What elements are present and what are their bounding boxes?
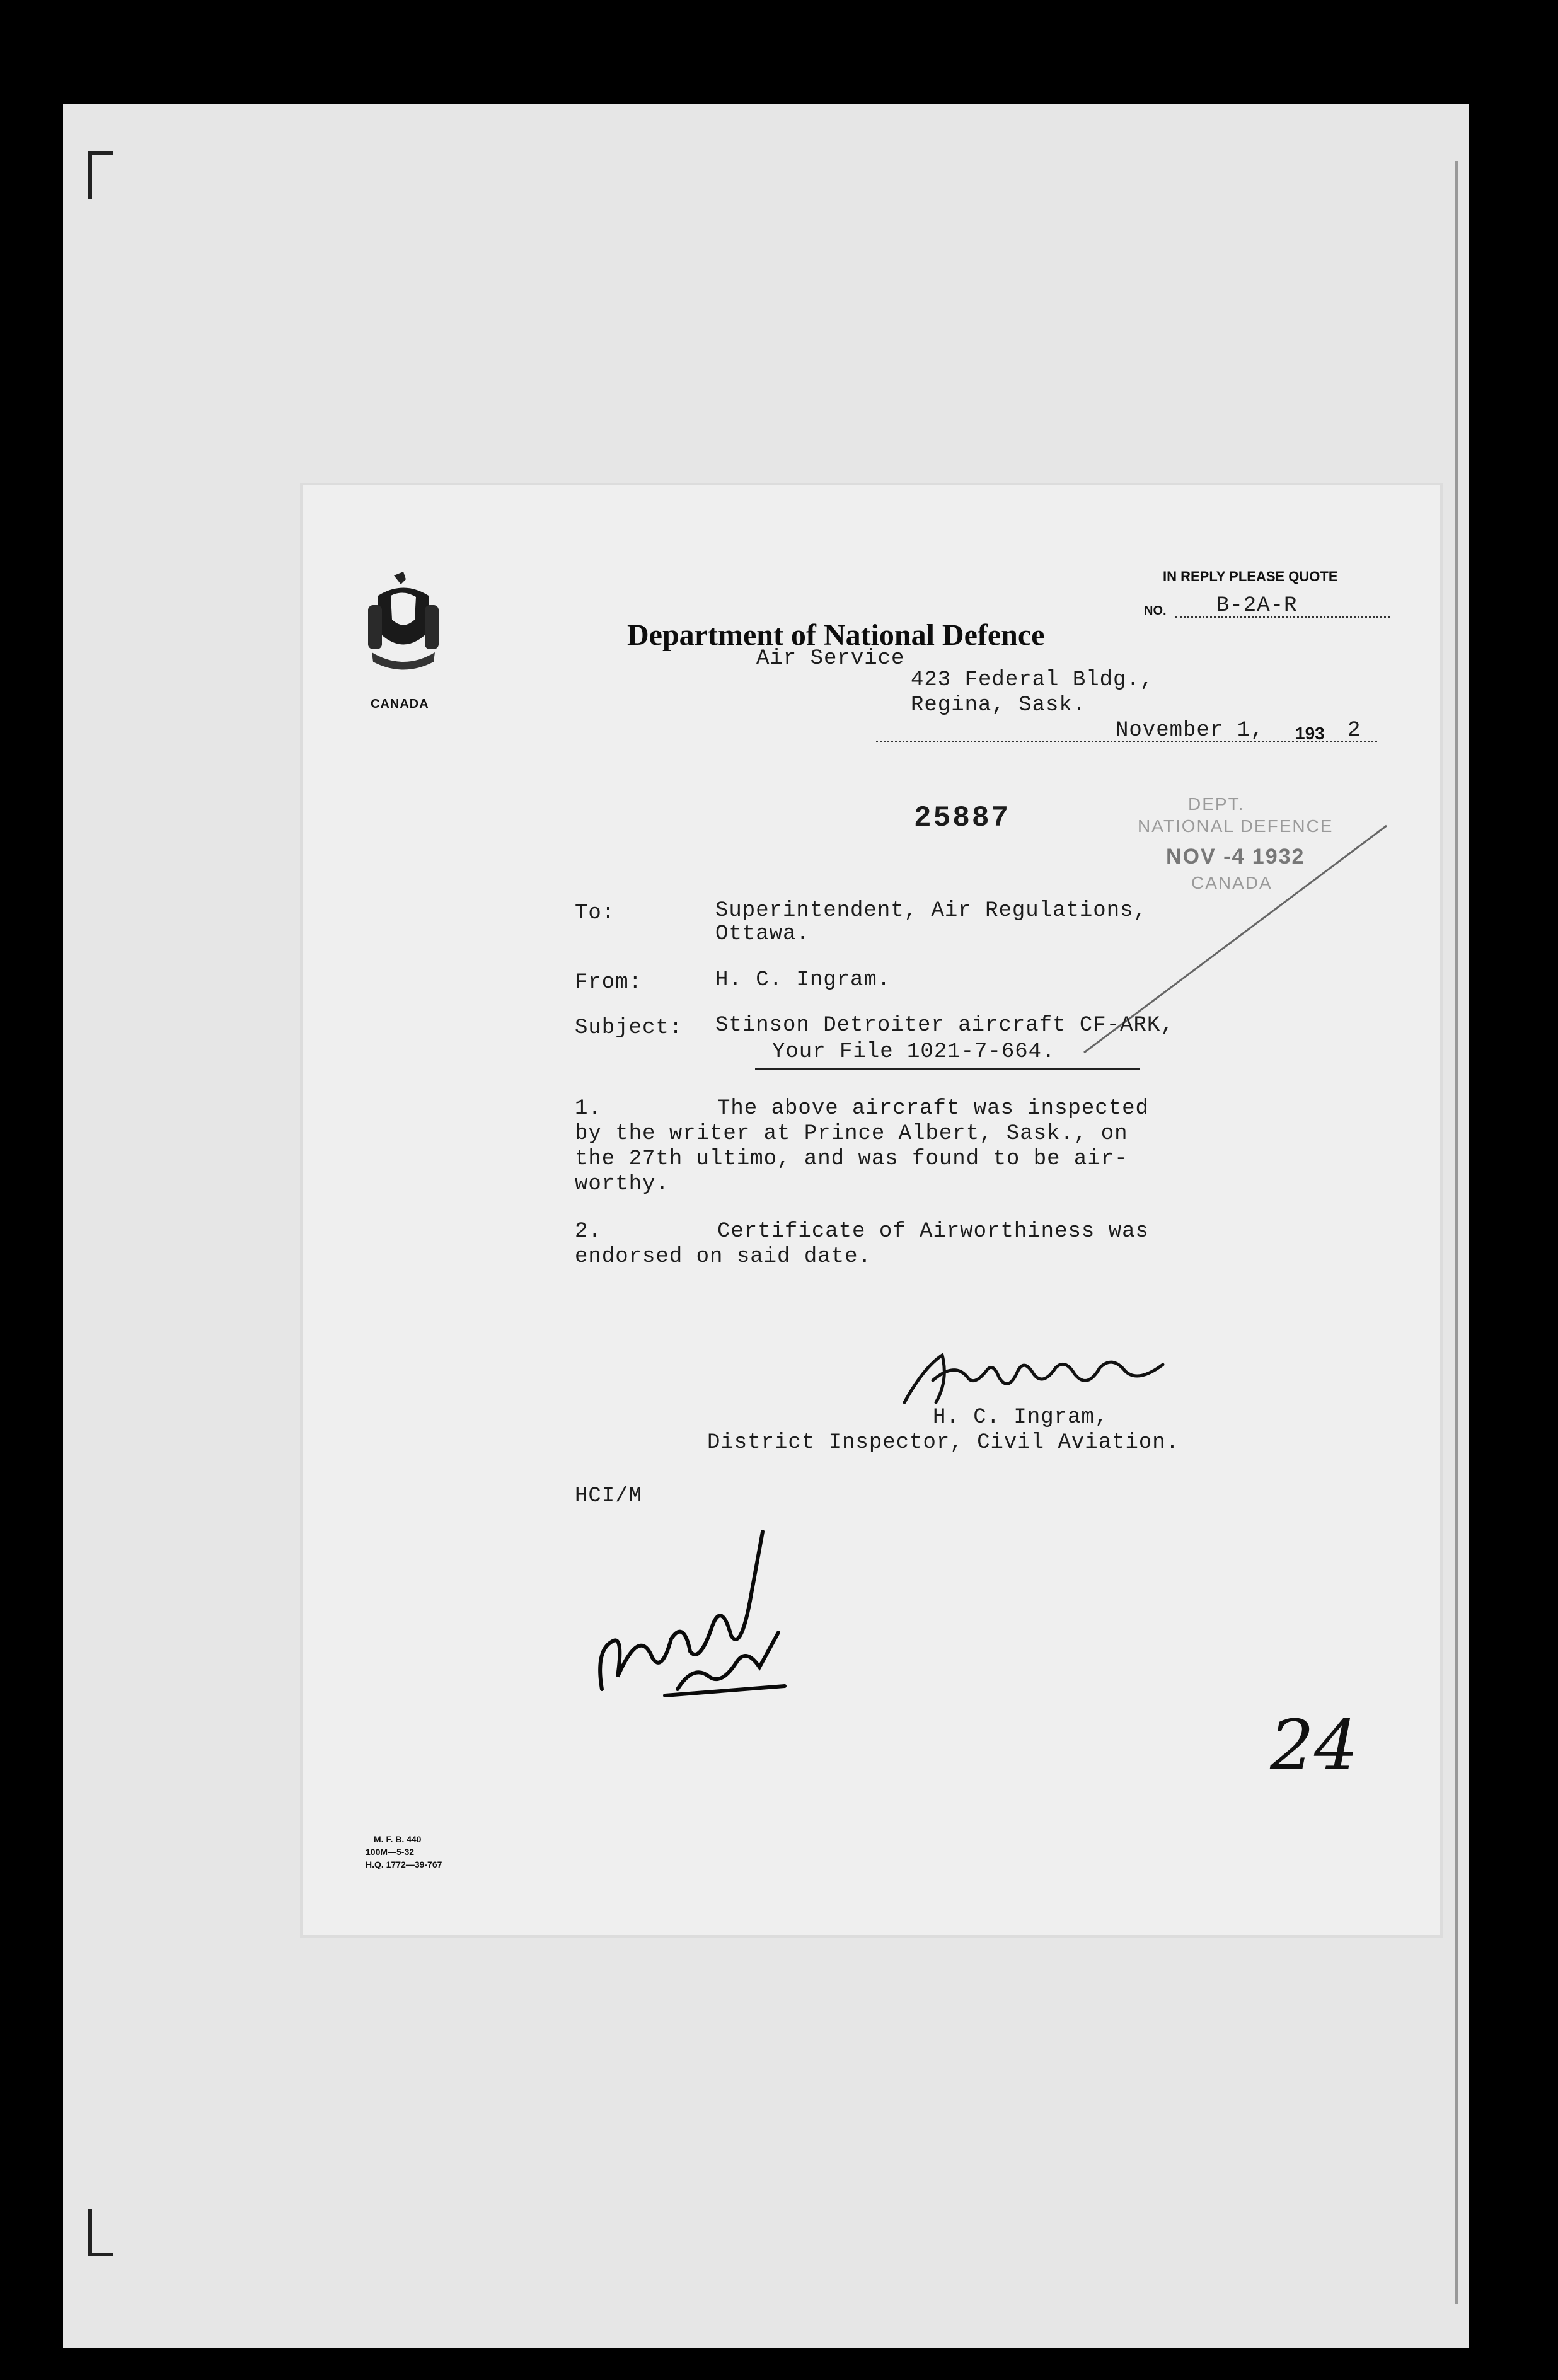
handwritten-signature [898,1343,1175,1412]
reference-no-label: NO. [1144,604,1167,618]
letter-sheet [303,485,1440,1935]
form-code-line-3: H.Q. 1772—39-767 [366,1859,442,1869]
received-stamp-line-2: NATIONAL DEFENCE [1138,816,1334,836]
department-heading: Department of National Defence [627,618,1045,652]
from-label: From: [575,971,643,995]
paragraph-1-line-2: by the writer at Prince Albert, Sask., on [575,1122,1128,1146]
signatory-name: H. C. Ingram, [933,1406,1109,1430]
paragraph-1-line-4: worthy. [575,1172,669,1196]
handwritten-noted-note [589,1506,816,1708]
paragraph-2-line-1: Certificate of Airworthiness was [717,1220,1149,1244]
paragraph-1-line-3: the 27th ultimo, and was found to be air- [575,1147,1128,1171]
signatory-title: District Inspector, Civil Aviation. [707,1431,1180,1455]
form-code-line-1: M. F. B. 440 [374,1834,422,1844]
to-label: To: [575,901,616,925]
canada-coat-of-arms-icon [359,570,447,681]
year-prefix: 193 [1295,724,1325,743]
crop-mark-bottom-left [88,2209,92,2256]
form-code-line-2: 100M—5-32 [366,1847,415,1857]
page-number: 24 [1270,1705,1358,1786]
reference-no-value: B-2A-R [1216,594,1298,618]
paragraph-2-number: 2. [575,1220,602,1244]
crest-caption: CANADA [371,697,429,711]
received-stamp-country: CANADA [1191,873,1272,893]
crop-mark-top-left [88,151,92,199]
crop-mark-right-edge [1455,161,1458,2304]
reply-quote-label: IN REPLY PLEASE QUOTE [1163,569,1338,584]
subject-line-2: Your File 1021-7-664. [772,1040,1056,1064]
paragraph-2-line-2: endorsed on said date. [575,1245,872,1269]
subject-label: Subject: [575,1016,683,1040]
year-suffix: 2 [1347,719,1361,742]
received-stamp-date: NOV -4 1932 [1166,845,1305,869]
file-number: 25887 [914,802,1011,835]
paragraph-1-line-1: The above aircraft was inspected [717,1097,1149,1121]
service-name: Air Service [756,647,905,671]
address-line-1: 423 Federal Bldg., [911,668,1154,692]
letter-date: November 1, [1116,719,1264,742]
received-stamp-line-1: DEPT. [1188,794,1245,814]
to-line-1: Superintendent, Air Regulations, [715,899,1147,923]
crop-mark-top-left-h [88,151,113,155]
from-value: H. C. Ingram. [715,968,891,992]
to-line-2: Ottawa. [715,922,810,946]
paragraph-1-number: 1. [575,1097,602,1121]
subject-line-1: Stinson Detroiter aircraft CF-ARK, [715,1014,1174,1037]
typist-initials: HCI/M [575,1484,643,1508]
subject-underline [755,1068,1140,1070]
crop-mark-bottom-left-h [88,2253,113,2256]
address-line-2: Regina, Sask. [911,693,1087,717]
